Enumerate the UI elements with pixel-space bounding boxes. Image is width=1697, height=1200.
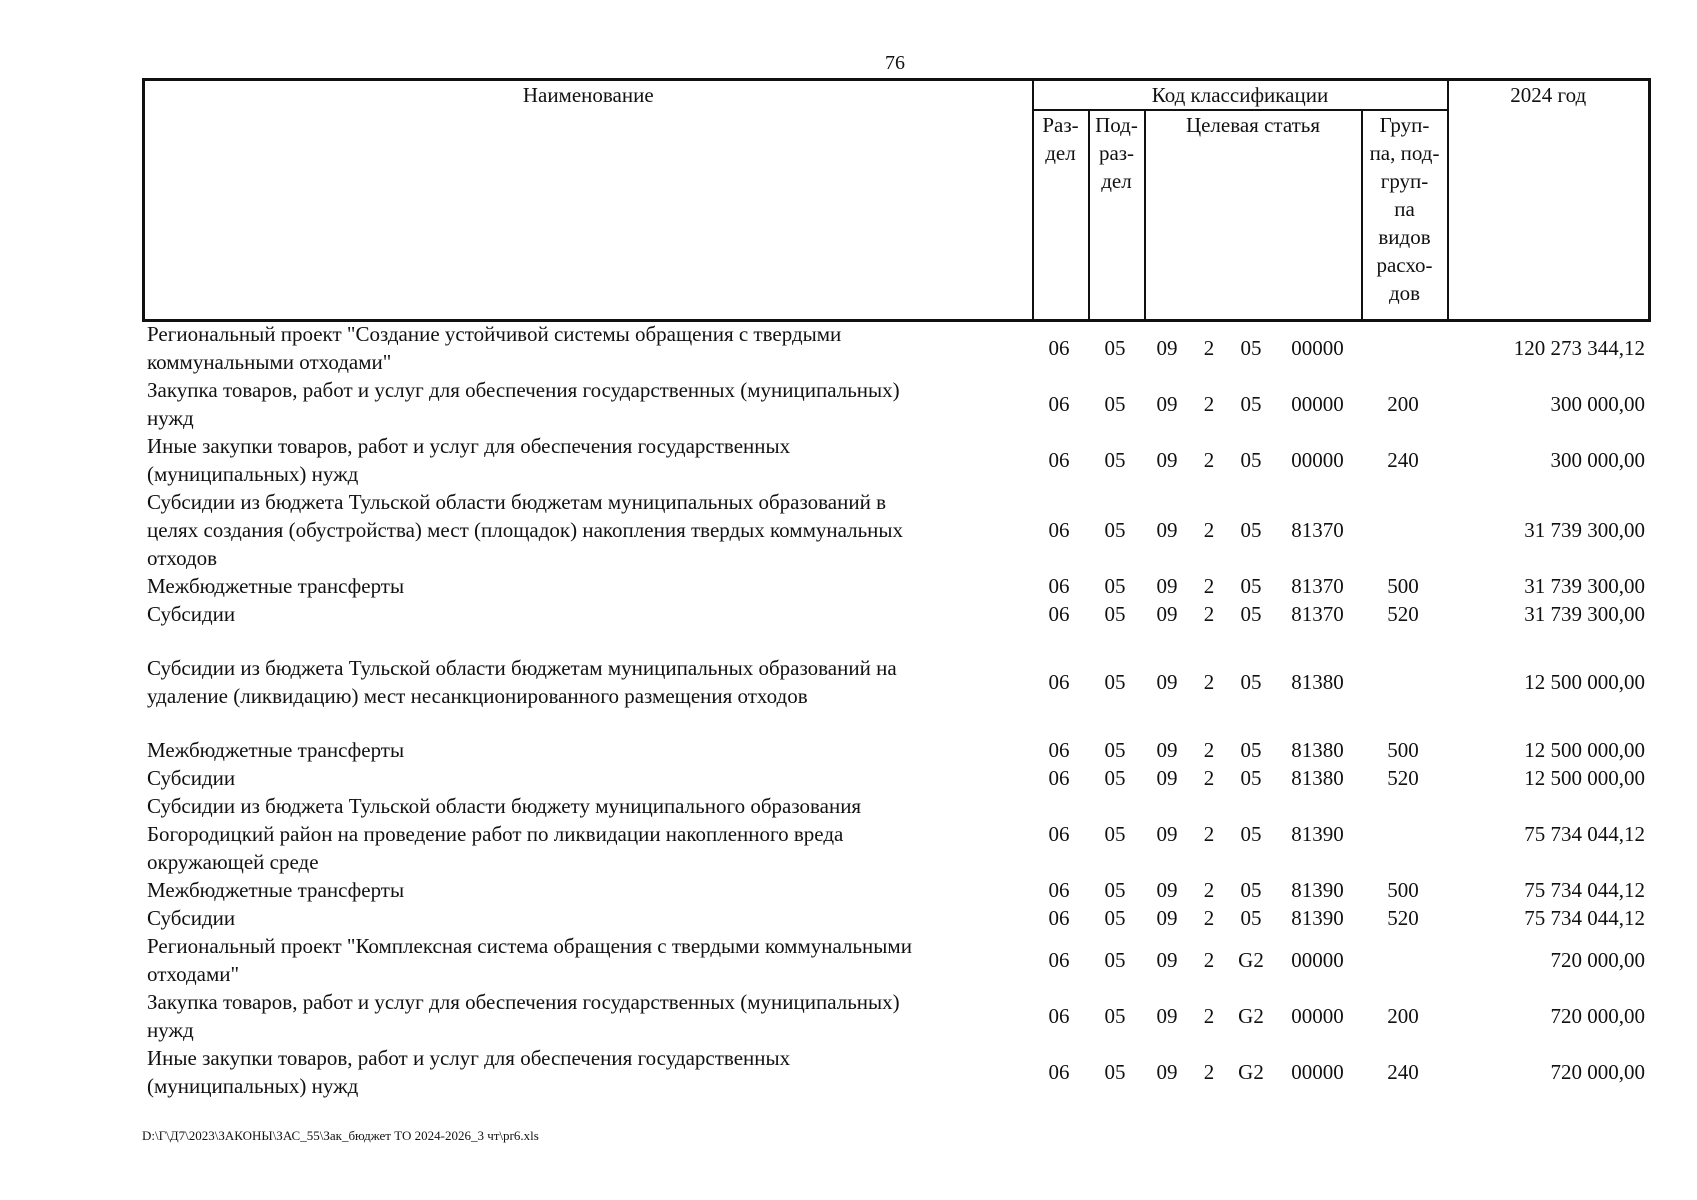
row-cs-project: 05 xyxy=(1240,448,1262,472)
row-vr: 240 xyxy=(1387,1060,1419,1084)
row-name: Межбюджетные трансферты xyxy=(147,878,405,902)
table-header xyxy=(142,78,1651,322)
row-podrazdel: 05 xyxy=(1104,574,1126,598)
row-cs-type: 2 xyxy=(1203,1004,1215,1028)
row-amount: 31 739 300,00 xyxy=(1524,518,1645,542)
header-celevaya: Целевая статья xyxy=(1145,110,1362,320)
row-name: Субсидии xyxy=(147,766,236,790)
row-cs-program: 09 xyxy=(1156,1060,1178,1084)
row-razdel: 06 xyxy=(1048,906,1070,930)
row-amount: 300 000,00 xyxy=(1550,448,1645,472)
row-cs-direction: 00000 xyxy=(1291,448,1344,472)
row-cs-type: 2 xyxy=(1203,948,1215,972)
row-cs-project: 05 xyxy=(1240,670,1262,694)
row-razdel: 06 xyxy=(1048,1004,1070,1028)
table-row xyxy=(142,320,1648,376)
row-razdel: 06 xyxy=(1048,766,1070,790)
header-name: Наименование xyxy=(144,80,1033,321)
row-cs-program: 09 xyxy=(1156,518,1178,542)
row-razdel: 06 xyxy=(1048,948,1070,972)
row-amount: 12 500 000,00 xyxy=(1524,738,1645,762)
header-code: Код классификации xyxy=(1033,80,1448,111)
row-name: Закупка товаров, работ и услуг для обеспечения государственных (муниципальных) нужд xyxy=(147,378,900,430)
row-cs-type: 2 xyxy=(1203,1060,1215,1084)
row-cs-type: 2 xyxy=(1203,906,1215,930)
row-amount: 12 500 000,00 xyxy=(1524,766,1645,790)
header-razdel: Раз- дел xyxy=(1033,110,1089,320)
row-name: Межбюджетные трансферты xyxy=(147,738,405,762)
row-cs-direction: 81390 xyxy=(1291,906,1344,930)
row-name: Межбюджетные трансферты xyxy=(147,574,405,598)
row-razdel: 06 xyxy=(1048,518,1070,542)
header-podrazdel: Под- раз- дел xyxy=(1089,110,1145,320)
row-razdel: 06 xyxy=(1048,392,1070,416)
row-vr: 500 xyxy=(1387,878,1419,902)
table-row xyxy=(142,488,1648,572)
row-amount: 12 500 000,00 xyxy=(1524,670,1645,694)
row-cs-direction: 81370 xyxy=(1291,602,1344,626)
row-cs-direction: 81380 xyxy=(1291,738,1344,762)
row-amount: 75 734 044,12 xyxy=(1524,906,1645,930)
row-podrazdel: 05 xyxy=(1104,670,1126,694)
row-razdel: 06 xyxy=(1048,822,1070,846)
row-vr xyxy=(1360,628,1446,736)
row-cs-project: 05 xyxy=(1240,738,1262,762)
row-name: Иные закупки товаров, работ и услуг для обеспечения государственных (муниципальных) нужд xyxy=(147,1046,791,1098)
row-name: Закупка товаров, работ и услуг для обеспечения государственных (муниципальных) нужд xyxy=(147,990,900,1042)
row-cs-program: 09 xyxy=(1156,1004,1178,1028)
row-cs-project: 05 xyxy=(1240,602,1262,626)
row-vr: 520 xyxy=(1387,602,1419,626)
row-cs-direction: 81390 xyxy=(1291,878,1344,902)
row-vr xyxy=(1360,792,1446,876)
row-cs-project: 05 xyxy=(1240,392,1262,416)
row-cs-type: 2 xyxy=(1203,448,1215,472)
row-amount: 720 000,00 xyxy=(1550,1004,1645,1028)
row-cs-direction: 00000 xyxy=(1291,392,1344,416)
row-cs-direction: 81380 xyxy=(1291,766,1344,790)
row-cs-program: 09 xyxy=(1156,602,1178,626)
row-razdel: 06 xyxy=(1048,1060,1070,1084)
row-cs-program: 09 xyxy=(1156,878,1178,902)
row-cs-project: 05 xyxy=(1240,822,1262,846)
row-name: Иные закупки товаров, работ и услуг для обеспечения государственных (муниципальных) нужд xyxy=(147,434,791,486)
row-name: Региональный проект "Создание устойчивой системы обращения с твердыми коммунальными отходами" xyxy=(147,322,842,374)
row-podrazdel: 05 xyxy=(1104,448,1126,472)
row-amount: 720 000,00 xyxy=(1550,1060,1645,1084)
row-cs-type: 2 xyxy=(1203,336,1215,360)
row-razdel: 06 xyxy=(1048,574,1070,598)
row-vr xyxy=(1360,488,1446,572)
header-gruppa: Груп- па, под- груп- па видов расхо- дов xyxy=(1362,110,1448,320)
row-cs-direction: 81380 xyxy=(1291,670,1344,694)
header-year: 2024 год xyxy=(1448,80,1650,321)
row-podrazdel: 05 xyxy=(1104,766,1126,790)
table-row xyxy=(142,432,1648,488)
row-cs-type: 2 xyxy=(1203,392,1215,416)
row-podrazdel: 05 xyxy=(1104,822,1126,846)
row-razdel: 06 xyxy=(1048,448,1070,472)
table-row xyxy=(142,628,1648,736)
row-cs-project: 05 xyxy=(1240,518,1262,542)
row-cs-type: 2 xyxy=(1203,518,1215,542)
row-cs-project: G2 xyxy=(1238,1004,1264,1028)
row-vr: 240 xyxy=(1387,448,1419,472)
table-row xyxy=(142,572,1648,600)
row-cs-program: 09 xyxy=(1156,336,1178,360)
row-razdel: 06 xyxy=(1048,738,1070,762)
row-cs-direction: 00000 xyxy=(1291,336,1344,360)
row-podrazdel: 05 xyxy=(1104,336,1126,360)
row-podrazdel: 05 xyxy=(1104,518,1126,542)
row-podrazdel: 05 xyxy=(1104,392,1126,416)
row-amount: 120 273 344,12 xyxy=(1513,336,1645,360)
row-podrazdel: 05 xyxy=(1104,738,1126,762)
row-cs-project: G2 xyxy=(1238,948,1264,972)
row-cs-program: 09 xyxy=(1156,738,1178,762)
row-podrazdel: 05 xyxy=(1104,948,1126,972)
row-cs-program: 09 xyxy=(1156,906,1178,930)
row-name: Субсидии из бюджета Тульской области бюджетам муниципальных образований на удаление (ликвидацию) мест несанкционированного размещения отходов xyxy=(147,656,897,708)
row-vr: 500 xyxy=(1387,574,1419,598)
row-cs-type: 2 xyxy=(1203,822,1215,846)
row-vr: 520 xyxy=(1387,766,1419,790)
row-podrazdel: 05 xyxy=(1104,602,1126,626)
row-cs-direction: 81390 xyxy=(1291,822,1344,846)
row-vr xyxy=(1360,932,1446,988)
row-podrazdel: 05 xyxy=(1104,878,1126,902)
row-amount: 31 739 300,00 xyxy=(1524,574,1645,598)
row-amount: 720 000,00 xyxy=(1550,948,1645,972)
budget-table xyxy=(142,320,1648,1100)
row-cs-program: 09 xyxy=(1156,670,1178,694)
table-row xyxy=(142,988,1648,1044)
row-cs-type: 2 xyxy=(1203,670,1215,694)
row-amount: 75 734 044,12 xyxy=(1524,878,1645,902)
row-cs-program: 09 xyxy=(1156,392,1178,416)
table-row xyxy=(142,904,1648,932)
row-name: Региональный проект "Комплексная система обращения с твердыми коммунальными отходами" xyxy=(147,934,912,986)
row-podrazdel: 05 xyxy=(1104,906,1126,930)
row-cs-type: 2 xyxy=(1203,766,1215,790)
table-row xyxy=(142,876,1648,904)
row-cs-type: 2 xyxy=(1203,574,1215,598)
row-razdel: 06 xyxy=(1048,602,1070,626)
row-cs-type: 2 xyxy=(1203,878,1215,902)
table-row xyxy=(142,376,1648,432)
row-cs-project: 05 xyxy=(1240,336,1262,360)
row-cs-project: 05 xyxy=(1240,878,1262,902)
row-cs-program: 09 xyxy=(1156,448,1178,472)
table-row xyxy=(142,792,1648,876)
row-name: Субсидии из бюджета Тульской области бюджетам муниципальных образований в целях создания (обустройства) мест (площадок) накопления твердых коммунальных отходов xyxy=(147,490,903,570)
row-razdel: 06 xyxy=(1048,878,1070,902)
row-cs-direction: 81370 xyxy=(1291,518,1344,542)
row-podrazdel: 05 xyxy=(1104,1060,1126,1084)
row-cs-program: 09 xyxy=(1156,574,1178,598)
row-cs-project: G2 xyxy=(1238,1060,1264,1084)
table-row xyxy=(142,600,1648,628)
row-vr: 200 xyxy=(1387,392,1419,416)
row-cs-project: 05 xyxy=(1240,766,1262,790)
row-cs-direction: 00000 xyxy=(1291,1060,1344,1084)
table-row xyxy=(142,932,1648,988)
table-row xyxy=(142,764,1648,792)
row-cs-project: 05 xyxy=(1240,906,1262,930)
row-podrazdel: 05 xyxy=(1104,1004,1126,1028)
row-amount: 300 000,00 xyxy=(1550,392,1645,416)
row-cs-program: 09 xyxy=(1156,766,1178,790)
row-cs-program: 09 xyxy=(1156,948,1178,972)
row-cs-program: 09 xyxy=(1156,822,1178,846)
row-cs-type: 2 xyxy=(1203,738,1215,762)
row-razdel: 06 xyxy=(1048,670,1070,694)
row-vr xyxy=(1360,320,1446,376)
table-row xyxy=(142,1044,1648,1100)
row-vr: 520 xyxy=(1387,906,1419,930)
row-name: Субсидии xyxy=(147,906,236,930)
row-amount: 31 739 300,00 xyxy=(1524,602,1645,626)
file-path: D:\Г\Д7\2023\ЗАКОНЫ\ЗАС_55\Зак_бюджет ТО 2024-2026_3 чт\pr6.xls xyxy=(142,1128,539,1143)
row-name: Субсидии xyxy=(147,602,236,626)
row-cs-direction: 00000 xyxy=(1291,948,1344,972)
row-razdel: 06 xyxy=(1048,336,1070,360)
row-vr: 500 xyxy=(1387,738,1419,762)
row-amount: 75 734 044,12 xyxy=(1524,822,1645,846)
row-cs-direction: 00000 xyxy=(1291,1004,1344,1028)
table-row xyxy=(142,736,1648,764)
row-cs-direction: 81370 xyxy=(1291,574,1344,598)
row-cs-type: 2 xyxy=(1203,602,1215,626)
row-vr: 200 xyxy=(1387,1004,1419,1028)
row-cs-project: 05 xyxy=(1240,574,1262,598)
row-name: Субсидии из бюджета Тульской области бюджету муниципального образования Богородицкий район на проведение работ по ликвидации накопленного вреда окружающей среде xyxy=(147,794,862,874)
page-number: 76 xyxy=(885,52,905,74)
